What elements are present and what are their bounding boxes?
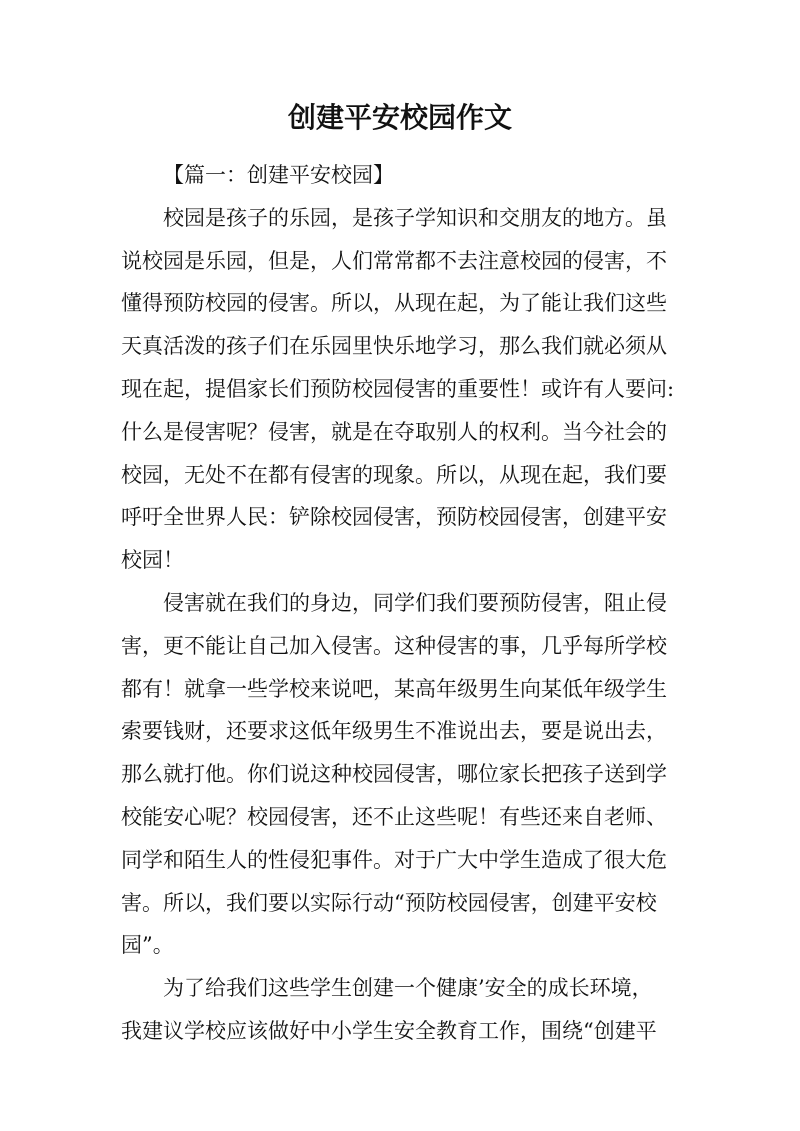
paragraph-line: 我建议学校应该做好中小学生安全教育工作，围绕“创建平 xyxy=(121,1018,657,1043)
paragraph-line: 校园，无处不在都有侵害的现象。所以，从现在起，我们要 xyxy=(121,462,667,487)
document-body xyxy=(121,154,681,1053)
paragraph-line: 校能安心呢？校园侵害，还不止这些呢！有些还来自老师、 xyxy=(121,804,667,829)
paragraph-line: 都有！就拿一些学校来说吧，某高年级男生向某低年级学生 xyxy=(121,676,667,701)
paragraph-line: 索要钱财，还要求这低年级男生不准说出去，要是说出去， xyxy=(121,719,667,744)
paragraph-line: 天真活泼的孩子们在乐园里快乐地学习，那么我们就必须从 xyxy=(121,334,667,359)
paragraph-line: 为了给我们这些学生创建一个健康’安全的成长环境， xyxy=(163,976,653,1001)
paragraph-line: 呼吁全世界人民：铲除校园侵害，预防校园侵害，创建平安 xyxy=(121,505,667,530)
paragraph-line: 害，更不能让自己加入侵害。这种侵害的事，几乎每所学校 xyxy=(121,633,667,658)
section-heading: 【篇一：创建平安校园】 xyxy=(163,163,394,187)
paragraph-line: 侵害就在我们的身边，同学们我们要预防侵害，阻止侵 xyxy=(163,590,667,615)
document-title: 创建平安校园作文 xyxy=(287,101,512,134)
paragraph-line: 现在起，提倡家长们预防校园侵害的重要性！或许有人要问: xyxy=(121,376,675,401)
paragraph-line: 说校园是乐园，但是，人们常常都不去注意校园的侵害，不 xyxy=(121,248,667,273)
paragraph-line: 什么是侵害呢？侵害，就是在夺取别人的权利。当今社会的 xyxy=(121,419,667,444)
paragraph-1 xyxy=(121,197,681,582)
paragraph-line: 那么就打他。你们说这种校园侵害，哪位家长把孩子送到学 xyxy=(121,762,667,787)
paragraph-line: 同学和陌生人的性侵犯事件。对于广大中学生造成了很大危 xyxy=(121,847,667,872)
paragraph-line: 害。所以，我们要以实际行动“预防校园侵害，创建平安校 xyxy=(121,890,657,915)
paragraph-line: 园”。 xyxy=(121,933,174,958)
paragraph-3 xyxy=(121,967,681,1053)
paragraph-line: 校园是孩子的乐园，是孩子学知识和交朋友的地方。虽 xyxy=(163,205,667,230)
paragraph-line: 校园！ xyxy=(121,548,184,573)
paragraph-line: 懂得预防校园的侵害。所以，从现在起，为了能让我们这些 xyxy=(121,291,667,316)
paragraph-2 xyxy=(121,582,681,967)
